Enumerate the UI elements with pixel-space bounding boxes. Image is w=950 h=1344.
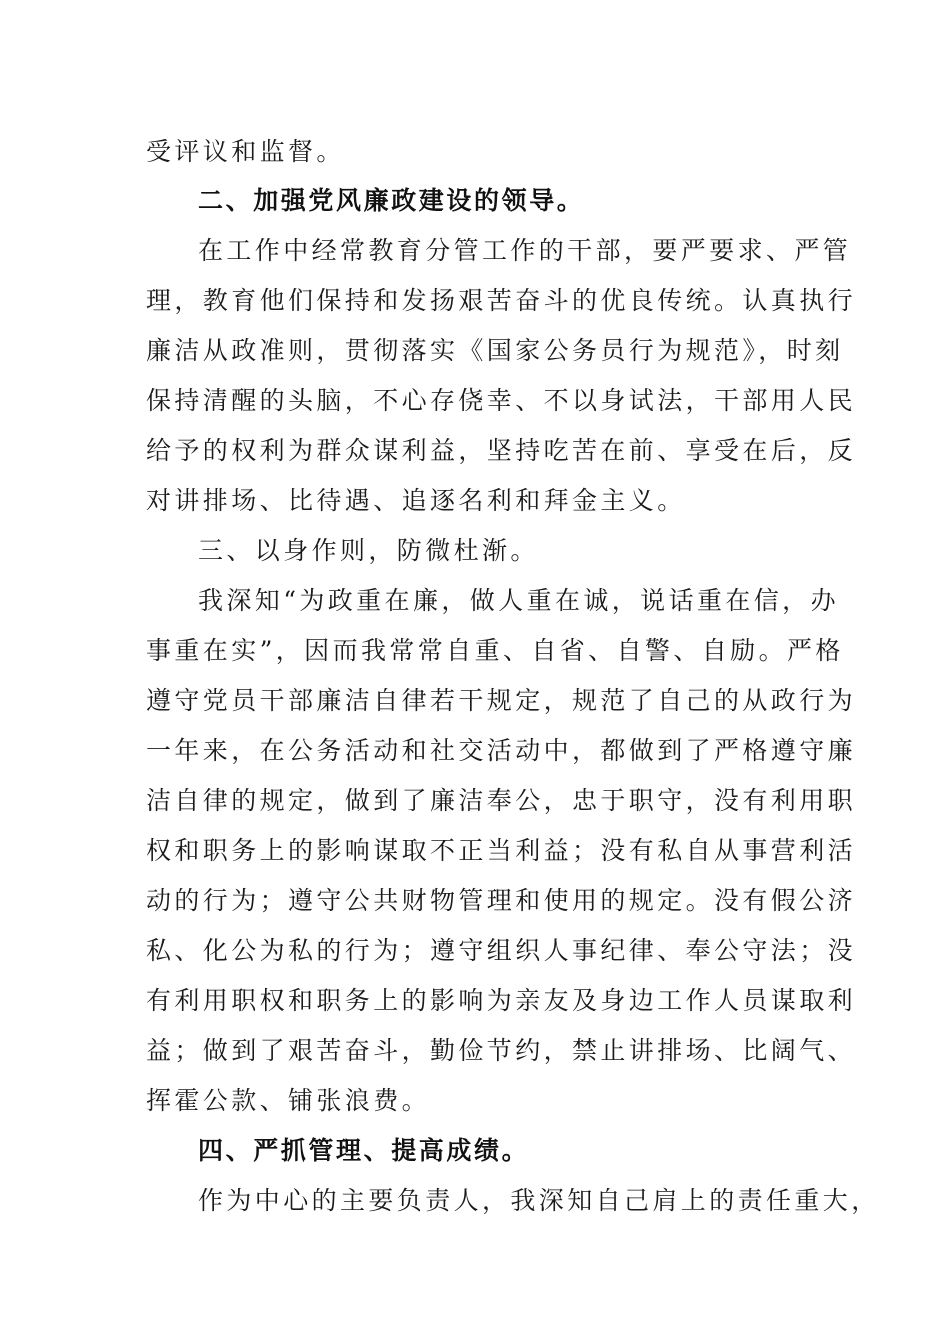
paragraph-line: 洁自律的规定，做到了廉洁奉公，忠于职守，没有利用职 [146,786,857,815]
paragraph-line: 权和职务上的影响谋取不正当利益；没有私自从事营利活 [146,836,857,865]
paragraph-line: 一年来，在公务活动和社交活动中，都做到了严格遵守廉 [146,736,857,765]
paragraph-line: 我深知“为政重在廉，做人重在诚，说话重在信，办 [198,586,839,615]
section-heading-4: 四、严抓管理、提高成绩。 [198,1136,530,1165]
section-heading-2: 二、加强党风廉政建设的领导。 [198,186,585,215]
paragraph-line: 对讲排场、比待遇、追逐名利和拜金主义。 [146,486,686,515]
paragraph-line: 遵守党员干部廉洁自律若干规定，规范了自己的从政行为 [146,686,857,715]
paragraph-line: 理，教育他们保持和发扬艰苦奋斗的优良传统。认真执行 [146,286,857,315]
paragraph-line: 给予的权利为群众谋利益，坚持吃苦在前、享受在后，反 [146,436,857,465]
paragraph-line: 益；做到了艰苦奋斗，勤俭节约，禁止讲排场、比阔气、 [146,1036,857,1065]
paragraph-line: 动的行为；遵守公共财物管理和使用的规定。没有假公济 [146,886,857,915]
paragraph-line: 在工作中经常教育分管工作的干部，要严要求、严管 [198,236,852,265]
paragraph-line: 私、化公为私的行为；遵守组织人事纪律、奉公守法；没 [146,936,857,965]
paragraph-line: 受评议和监督。 [146,137,345,166]
paragraph-line: 事重在实”，因而我常常自重、自省、自警、自励。严格 [146,636,844,665]
paragraph-line: 作为中心的主要负责人，我深知自己肩上的责任重大， [198,1186,880,1215]
section-heading-3: 三、以身作则，防微杜渐。 [198,536,539,565]
paragraph-line: 保持清醒的头脑，不心存侥幸、不以身试法，干部用人民 [146,386,857,415]
paragraph-line: 挥霍公款、铺张浪费。 [146,1086,431,1115]
paragraph-line: 有利用职权和职务上的影响为亲友及身边工作人员谋取利 [146,986,857,1015]
paragraph-line: 廉洁从政准则，贯彻落实《国家公务员行为规范》，时刻 [146,336,844,365]
